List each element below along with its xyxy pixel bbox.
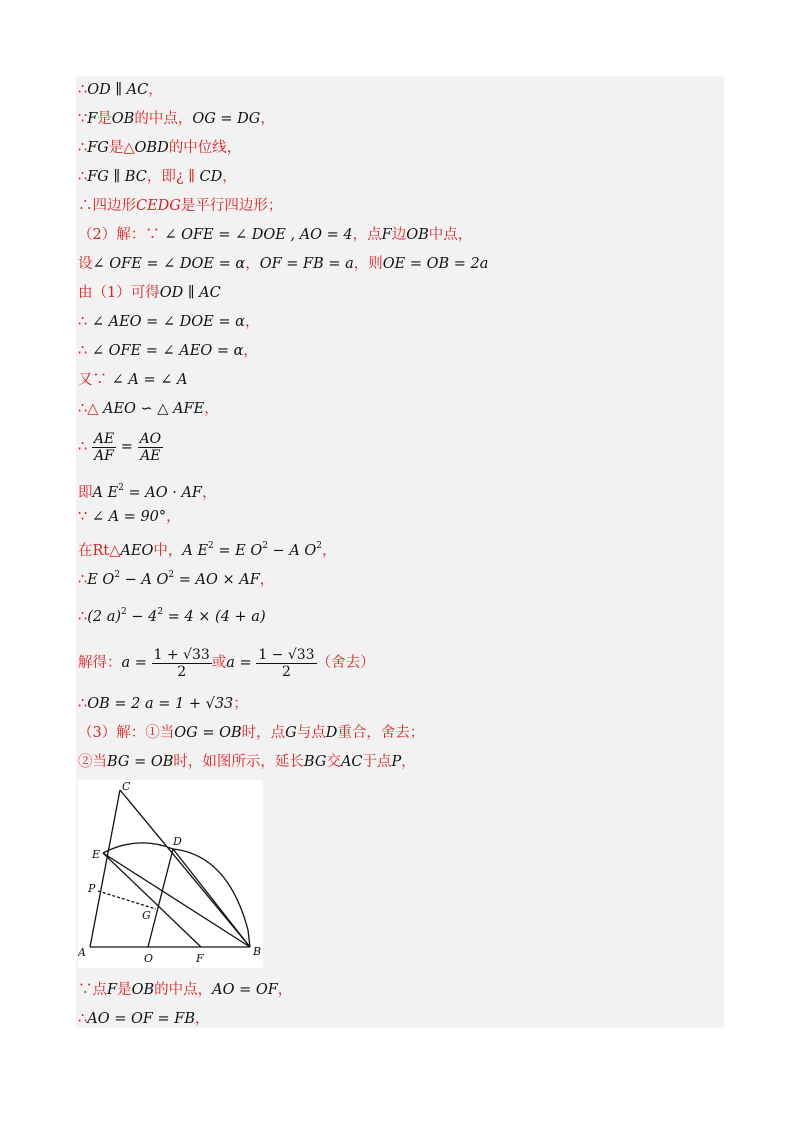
line-ob: ∴OB = 2 a = 1 + √33； [78,696,248,712]
line-eo: ∴E $O^2 - A$ $O^2$ = AO × AF， [78,570,275,588]
label-g: G [142,909,151,922]
line-11: 又∵ ∠ A = ∠ A [78,372,188,388]
line-part3-case2: ②当BG = OB时，如图所示，延长BG交AC于点P， [78,754,416,770]
label-d: D [173,835,182,848]
fraction-root-minus: $\frac{1 - √33}{2}$ [258,646,315,680]
line-8: 由（1）可得OD ∥ AC [78,285,221,301]
line-9: ∴ ∠ AEO = ∠ DOE = α， [78,314,260,330]
line-solve: 解得：a = $\frac{1 + √33}{2}$ 或a = $\frac{1 - √33}{2}$ （舍去） [78,646,375,680]
line-angle-a: ∵ ∠ A = 90°， [78,509,181,525]
segment-pg-dashed [98,891,156,909]
arc-ed [103,843,173,853]
label-e: E [92,848,101,861]
segment-eb [103,853,250,947]
line-10: ∴ ∠ OFE = ∠ AEO = α， [78,343,258,359]
label-c: C [122,780,131,793]
label-b: B [253,945,262,958]
line-4: ∴FG ∥ BC，即¿ ∥ CD， [78,169,237,185]
line-12: ∴△ AEO ∽ △ AFE， [78,401,219,417]
label-a: A [78,946,86,959]
line-part3-case1: （3）解：①当OG = OB时，点G与点D重合，舍去； [78,725,425,741]
line-fraction: ∴ $\frac{AE}{AF}$ = $\frac{AO}{AE}$ [78,430,162,464]
segment-od [148,849,173,947]
segment-ac [90,790,120,947]
line-f-midpoint: ∵点F是OB的中点，AO = OF， [78,982,293,998]
line-6: （2）解：∵ ∠ OFE = ∠ DOE , AO = 4，点F边OB中点， [78,227,473,243]
line-ao-of-fb: ∴AO = OF = FB， [78,1011,210,1027]
label-f: F [196,952,204,965]
label-o: O [144,952,154,965]
line-ae-squared: 即A $E^2$ = AO · AF， [78,483,217,501]
segment-cb [120,790,250,947]
geometry-diagram [78,780,263,968]
line-3: ∴FG是△OBD的中位线， [78,140,242,156]
line-1: ∴OD ∥ AC， [78,82,163,98]
fraction-root-plus: $\frac{1 + √33}{2}$ [153,646,210,680]
line-right-triangle: 在Rt△AEO中，A $E^2 = E$ $O^2 - A$ $O^2$， [78,541,337,559]
fraction-ao-ae: $\frac{AO}{AE}$ [139,430,162,464]
line-2: ∵F是OB的中点，OG = DG， [78,111,275,127]
segment-db [173,849,250,947]
line-equation: ∴(2 $a)^2 - 4^2 = 4 \times (4 + a)$ [78,607,266,625]
line-7: 设∠ OFE = ∠ DOE = α，OF = FB = a，则OE = OB = 2a [78,256,489,272]
line-5: ∴四边形CEDG是平行四边形； [78,198,283,214]
label-p: P [88,882,96,895]
fraction-ae-af: $\frac{AE}{AF}$ [93,430,115,464]
geometry-figure [78,780,263,968]
